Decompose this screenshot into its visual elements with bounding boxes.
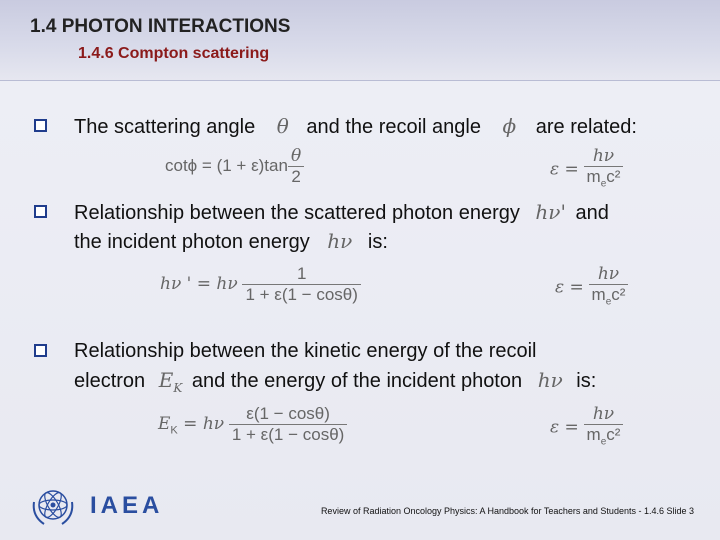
bullet-2-line-2: the incident photon energy hν is: <box>74 229 388 253</box>
bullet-3-line-2: electron $E_K$ and the energy of the incident photon hν is: <box>74 368 597 395</box>
ek-symbol: $E_K$ <box>158 368 183 395</box>
equation-epsilon-3: ε = $\frac{h\nu}{m_ec^2}$ <box>550 404 623 452</box>
bullet-1-text: The scattering angle θ and the recoil angle ϕ are related: <box>74 114 637 138</box>
slide-subtitle: 1.4.6 Compton scattering <box>78 45 270 62</box>
iaea-logo-text: IAEA <box>90 492 164 519</box>
bullet-2-line-1: Relationship between the scattered photon energy hν' and <box>74 200 609 224</box>
slide-header <box>0 0 720 81</box>
equation-epsilon-2: ε = $\frac{h\nu}{m_ec^2}$ <box>555 264 628 312</box>
equation-kinetic-energy: $E_K = h\nu$ $\frac{\varepsilon(1 - \cos\theta)}{1 + \varepsilon(1 - \cos\theta)}$ <box>158 404 347 445</box>
bullet-marker <box>34 344 47 357</box>
equation-scattered-energy: hν ' = hν $\frac{1}{1 + \varepsilon(1 - \cos\theta)}$ <box>160 264 361 305</box>
bullet-marker <box>34 119 47 132</box>
bullet-marker <box>34 205 47 218</box>
iaea-emblem-icon <box>28 482 78 530</box>
phi-symbol: ϕ <box>502 114 517 138</box>
h-nu-symbol: hν <box>537 368 563 392</box>
slide-title: 1.4 PHOTON INTERACTIONS <box>30 16 291 37</box>
slide-footer: Review of Radiation Oncology Physics: A Handbook for Teachers and Students - 1.4.6 Slide 3 <box>320 506 694 516</box>
theta-symbol: θ <box>276 114 289 138</box>
h-nu-prime-symbol: hν' <box>535 200 566 224</box>
equation-epsilon-1: ε = $\frac{h\nu}{m_ec^2}$ <box>550 146 623 194</box>
equation-cot-phi: cotϕ = (1 + ε)tan $\frac{\theta}{2}$ <box>165 146 304 187</box>
bullet-3-line-1: Relationship between the kinetic energy of the recoil <box>74 340 537 362</box>
h-nu-symbol: hν <box>327 229 353 253</box>
